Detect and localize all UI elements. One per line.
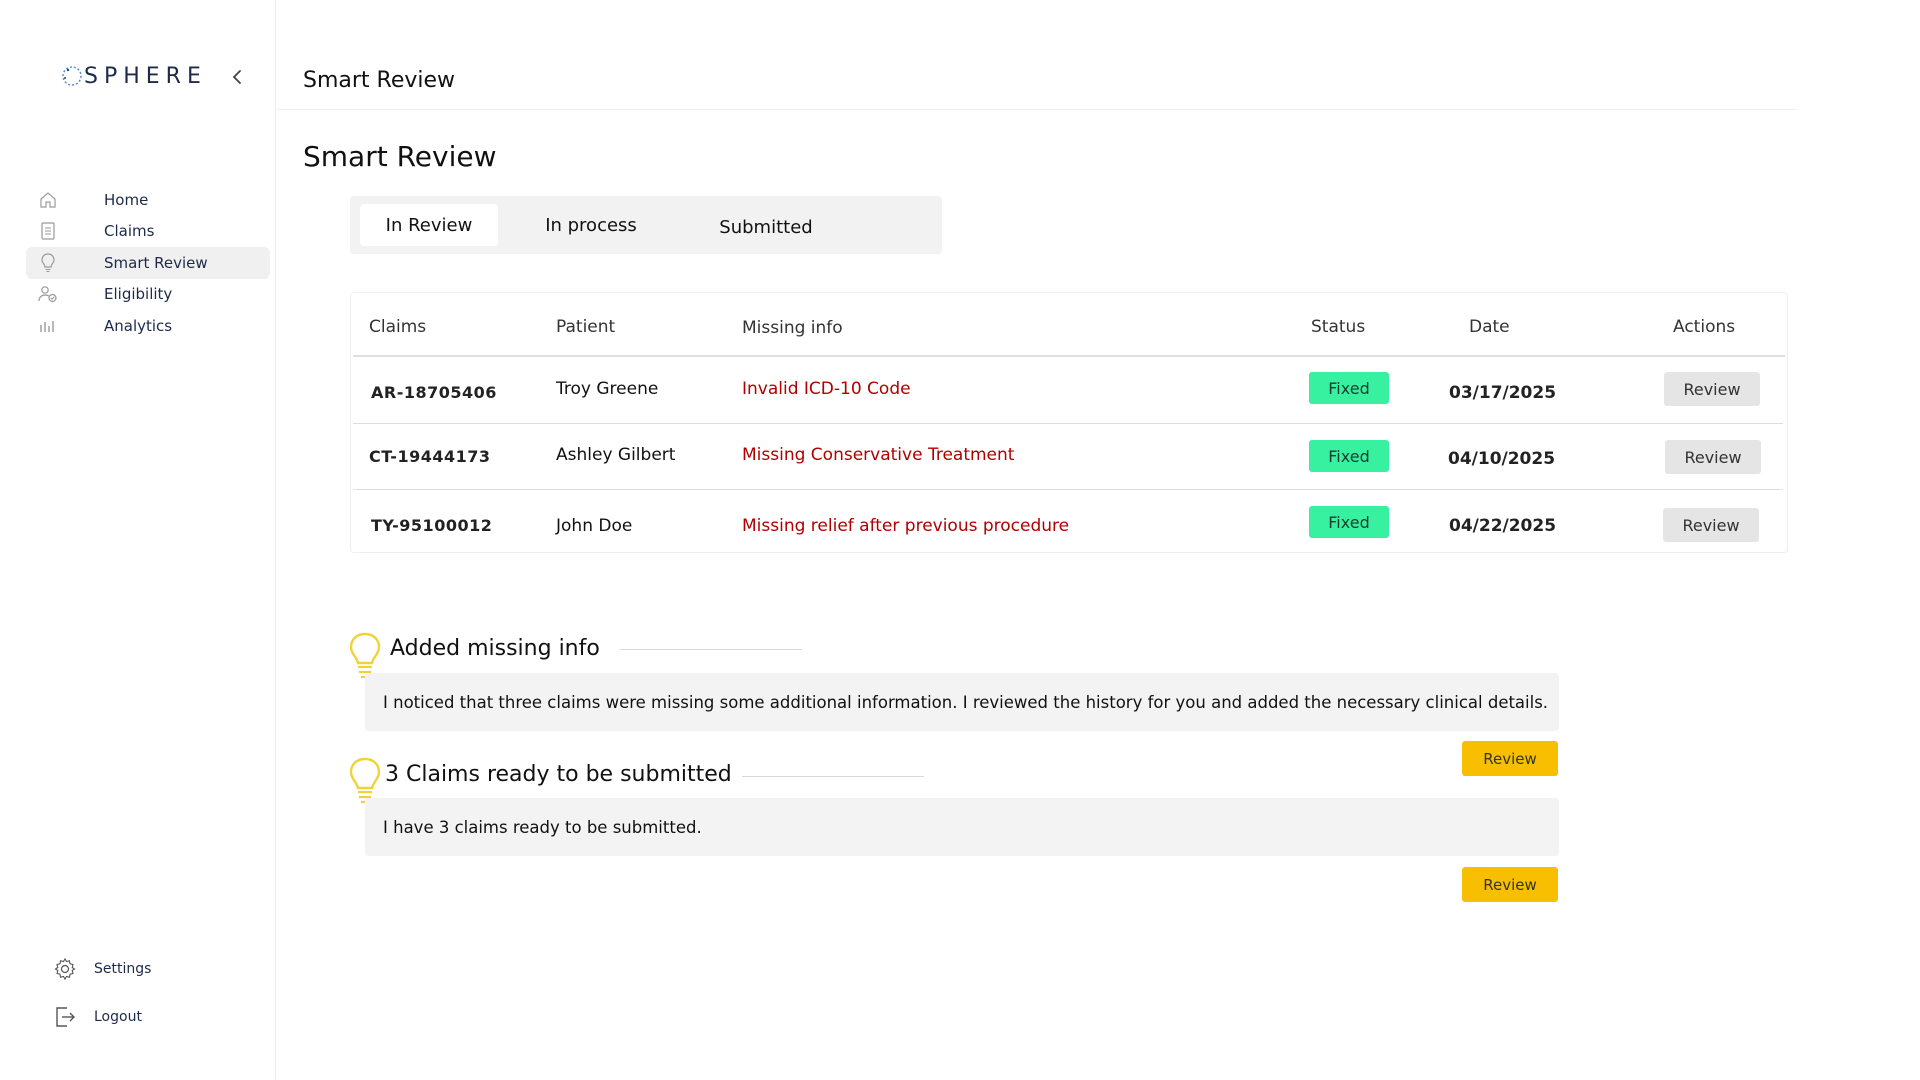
bar-chart-icon xyxy=(38,316,58,336)
brand-logo[interactable] xyxy=(60,62,207,90)
sidebar-item-analytics[interactable] xyxy=(26,310,270,342)
missing-info: Missing relief after previous procedure xyxy=(742,516,1070,536)
sidebar xyxy=(0,0,276,1080)
tab-in-process[interactable] xyxy=(522,204,660,246)
column-header-claims: Claims xyxy=(369,317,427,337)
review-button[interactable]: Review xyxy=(1665,440,1761,474)
chevron-left-icon xyxy=(232,69,242,85)
table-row xyxy=(353,357,1785,423)
claim-date: 03/17/2025 xyxy=(1449,383,1557,403)
collapse-sidebar-button[interactable] xyxy=(226,66,248,88)
header-title: Smart Review xyxy=(303,68,456,93)
tab-label: In Review xyxy=(385,214,473,236)
insight-title: 3 Claims ready to be submitted xyxy=(385,762,732,787)
status-badge: Fixed xyxy=(1309,440,1389,472)
review-ready-claims-button[interactable]: Review xyxy=(1462,867,1558,902)
column-header-patient: Patient xyxy=(556,317,616,337)
column-header-actions: Actions xyxy=(1673,317,1736,337)
insight-divider xyxy=(620,649,802,650)
tab-submitted[interactable] xyxy=(696,206,836,248)
sidebar-item-label: Eligibility xyxy=(104,285,173,304)
tab-label: In process xyxy=(545,214,637,236)
status-tabs xyxy=(350,196,942,254)
sidebar-item-smart-review[interactable] xyxy=(26,247,270,279)
document-icon xyxy=(38,221,58,241)
logout-icon xyxy=(52,1004,78,1030)
logout-button[interactable] xyxy=(52,1004,142,1030)
missing-info: Missing Conservative Treatment xyxy=(742,445,1015,465)
sidebar-nav xyxy=(26,184,270,342)
sidebar-item-label: Smart Review xyxy=(104,253,208,272)
sidebar-item-home[interactable] xyxy=(26,184,270,216)
sidebar-item-eligibility[interactable] xyxy=(26,279,270,311)
header xyxy=(277,0,1797,110)
table-row xyxy=(353,424,1785,490)
user-check-icon xyxy=(38,284,58,304)
insight-message: I noticed that three claims were missing some additional information. I reviewed the history for you and added the necessary clinical details. xyxy=(365,673,1559,731)
patient-name: Troy Greene xyxy=(556,379,659,399)
gear-icon xyxy=(52,956,78,982)
status-badge: Fixed xyxy=(1309,506,1389,538)
page-title: Smart Review xyxy=(303,140,497,173)
claims-table xyxy=(350,292,1788,553)
sidebar-item-claims[interactable] xyxy=(26,216,270,248)
status-badge: Fixed xyxy=(1309,372,1389,404)
review-button[interactable]: Review xyxy=(1664,372,1760,406)
brand-name: SPHERE xyxy=(84,63,207,89)
claim-id[interactable]: TY-95100012 xyxy=(371,516,493,535)
claim-id[interactable]: CT-19444173 xyxy=(369,447,491,466)
tab-label: Submitted xyxy=(719,216,813,238)
patient-name: Ashley Gilbert xyxy=(556,445,676,465)
logout-label: Logout xyxy=(94,1009,142,1025)
patient-name: John Doe xyxy=(556,516,633,536)
sidebar-item-label: Analytics xyxy=(104,316,173,335)
column-header-missing-info: Missing info xyxy=(742,318,843,338)
sidebar-item-label: Claims xyxy=(104,222,155,241)
settings-button[interactable] xyxy=(52,956,151,982)
claim-date: 04/22/2025 xyxy=(1449,516,1557,536)
tab-in-review[interactable] xyxy=(360,204,498,246)
column-header-status: Status xyxy=(1311,317,1366,337)
review-missing-info-button[interactable]: Review xyxy=(1462,741,1558,776)
insight-message: I have 3 claims ready to be submitted. xyxy=(365,798,1559,856)
insight-divider xyxy=(742,776,924,777)
sphere-logo-icon xyxy=(60,62,84,90)
claim-id[interactable]: AR-18705406 xyxy=(371,383,497,402)
table-row xyxy=(353,490,1785,556)
insight-title: Added missing info xyxy=(390,636,600,661)
review-button[interactable]: Review xyxy=(1663,508,1759,542)
sidebar-item-label: Home xyxy=(104,190,149,209)
home-icon xyxy=(38,190,58,210)
missing-info: Invalid ICD-10 Code xyxy=(742,379,911,399)
claim-date: 04/10/2025 xyxy=(1448,449,1556,469)
lightbulb-icon xyxy=(38,253,58,273)
column-header-date: Date xyxy=(1469,317,1510,337)
settings-label: Settings xyxy=(94,961,152,977)
